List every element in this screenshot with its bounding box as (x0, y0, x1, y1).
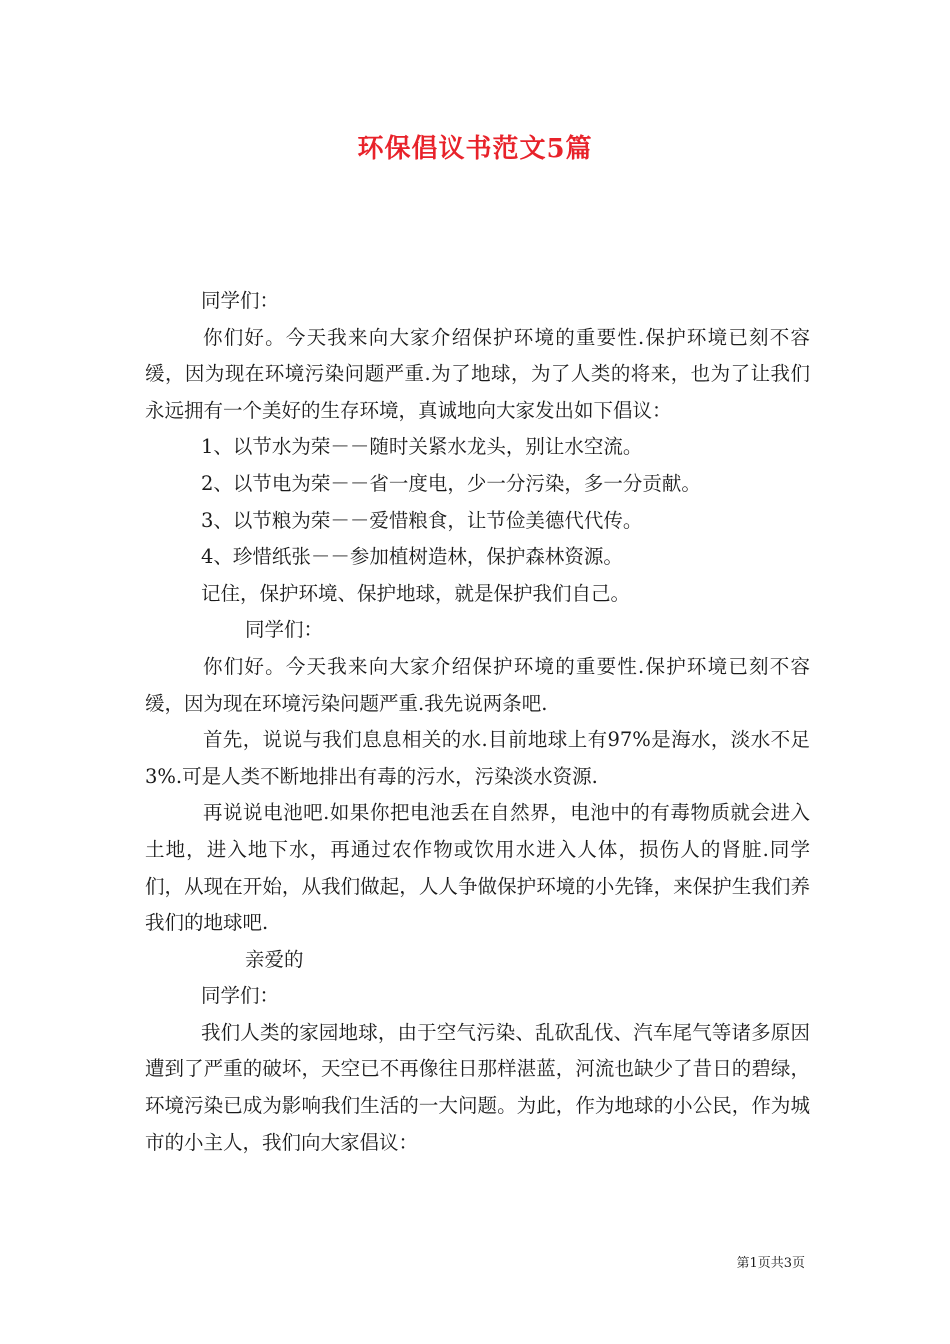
paragraph: 同学们： (201, 289, 280, 312)
page-number: 第1页共3页 (736, 1256, 805, 1271)
list-item: 2、以节电为荣－－省一度电，少一分污染，多一分贡献。 (201, 471, 701, 495)
paragraph: 记住，保护环境、保护地球，就是保护我们自己。 (201, 581, 631, 605)
paragraph: 你们好。今天我来向大家介绍保护环境的重要性.保护环境已刻不容缓，因为现在环境污染问题严重.为了地球，为了人类的将来，也为了让我们永远拥有一个美好的生存环境，真诚地向大家发出如下倡议： (145, 325, 810, 422)
paragraph: 你们好。今天我来向大家介绍保护环境的重要性.保护环境已刻不容缓，因为现在环境污染问题严重.我先说两条吧. (145, 654, 810, 715)
paragraph: 同学们： (201, 984, 280, 1008)
paragraph: 再说说电池吧.如果你把电池丢在自然界，电池中的有毒物质就会进入土地，进入地下水，再通过农作物或饮用水进入人体，损伤人的肾脏.同学们，从现在开始，从我们做起，人人争做保护环境的小先锋，来保护生我们养我们的地球吧. (145, 801, 810, 935)
list-item: 4、珍惜纸张－－参加植树造林，保护森林资源。 (201, 545, 623, 569)
document-title: 环保倡议书范文5篇 (357, 134, 593, 164)
paragraph: 我们人类的家园地球，由于空气污染、乱砍乱伐、汽车尾气等诸多原因遭到了严重的破坏，天空已不再像往日那样湛蓝，河流也缺少了昔日的碧绿，环境污染已成为影响我们生活的一大问题。为此，作为地球的小公民，作为城市的小主人，我们向大家倡议： (145, 1020, 810, 1154)
paragraph: 亲爱的 (245, 947, 304, 971)
list-item: 3、以节粮为荣－－爱惜粮食，让节俭美德代代传。 (201, 508, 643, 532)
document-body (145, 283, 810, 1161)
paragraph: 同学们： (245, 618, 324, 642)
list-item: 1、以节水为荣－－随时关紧水龙头，别让水空流。 (201, 435, 643, 459)
paragraph: 首先，说说与我们息息相关的水.目前地球上有97%是海水，淡水不足3%.可是人类不断地排出有毒的污水，污染淡水资源. (145, 728, 810, 788)
